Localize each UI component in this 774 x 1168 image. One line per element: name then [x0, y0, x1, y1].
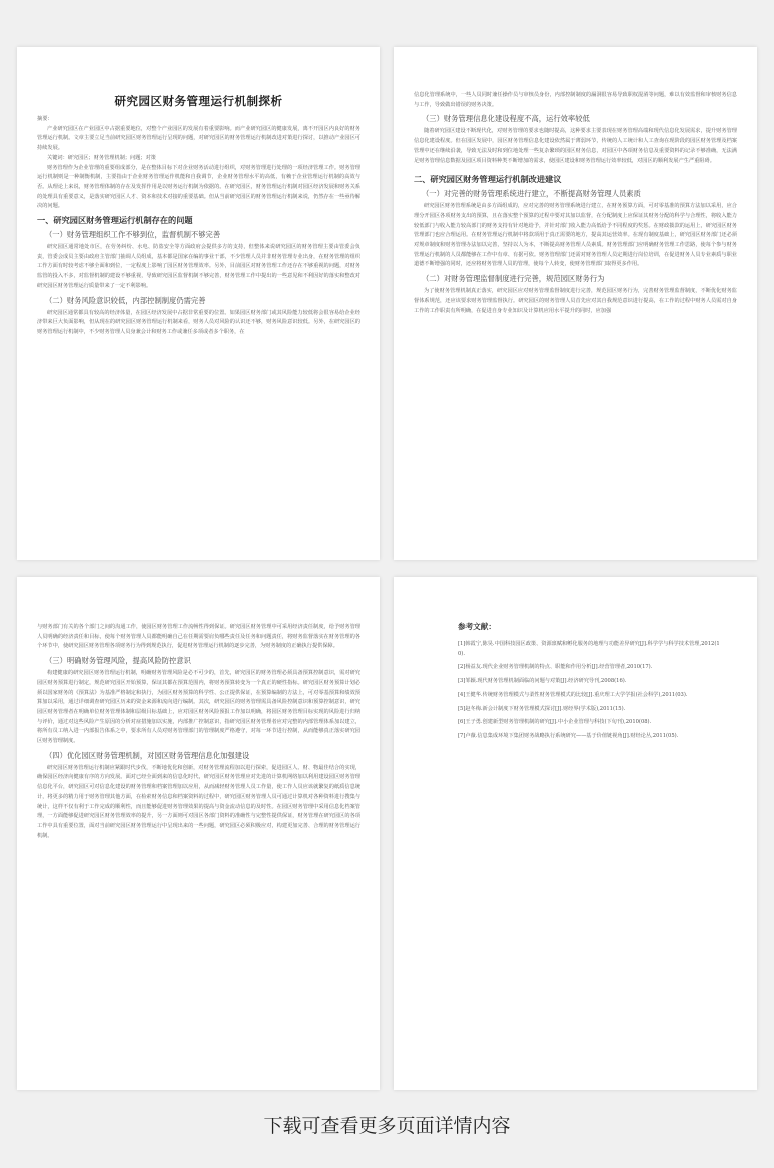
body-paragraph: 随着研究园区建设不断现代化，对财务管理的要求也随时提高，这种要求主要表现在财务管理高端和现代信息化发展需求，提升财务管理信息化建设程度。但在园区发展中，园区财务管理信息化建设依然属于薄弱环节，传统的人工统计和人工查询在现阶段的园区财务管理及档案管理中还在继续沿袭，导致无法及时和到位地处理一些复杂繁琐的园区财务信息，对园区中各项财务信息及重要资料的记录不够准确，无法满足财务管理信息数据及园区项目资料种类不断增加的需求，使园区建设和财务管理运行效率较低，对园区的顺利发展产生严重阻碍。	[414, 128, 737, 164]
abstract-label: 摘要：	[37, 116, 53, 122]
body-paragraph: 与财务部门有关的各个部门之间的沟通工作，使园区财务管理工作流畅性得到保证。研究园区财务管理中可采用经济责任制度，给予财务管理人员明确的经济责任和目标，使每个财务管理人员都能明确自己在任期需要肩负哪些责任及任务和问题责任，将财务监督落实在财务管理的各个环节中，使研究园区财务管理各项财务行为得到规范执行，促进财务管理运行机制的逐步完善，为财务制度的正确执行提供保障。	[37, 624, 360, 650]
body-paragraph: 研究园区财务管理运行机制应紧跟时代步伐，不断地优化和创新，对财务管理流程加以进行探索，促进园区人、财、物最佳结合的实现，确保园区经济向健康有序的方向发展。面对已经全面到来的信息化时代，研究园区财务管理应对先进的计算机网络加以利用建设园区财务管理信息化平台，研究园区可对信息化建设的财务管理和档案管理加以应用，从而减轻财务管理人员工作量，使工作人员应该就繁复的纸质信息统计，将更多的精力用于财务管理其他方面，在检索财务信息和档案资料的过程中，研究园区财务管理人员可通过计算机对各种资料进行搜集与统计，这样不仅有利于工作完成的顺利性，而且能够促进财务管理效果的提高与资金流动信息的及时性。在园区财务管理中采用信息化档案管理，一方面能够促进研究园区财务管理效率的提升，另一方面则可对园区各部门资料的准确性与完整性提供保证，财务管理在研究园区的各项工作中具有重要位置，面对当前研究园区财务管理运行中呈现出来的一些问题，研究园区必须积极应对，构建更加完善、合理的财务管理运行机制。	[37, 764, 360, 839]
download-more-prompt[interactable]: 下载可查看更多页面详情内容	[263, 1115, 511, 1137]
subsection-heading: （一）财务管理组织工作不够到位，监督机制不够完善	[45, 230, 221, 240]
reference-item: [2]杨益友.现代企业财务管理机制的特点、职能和作用分析[J].经营管理者,2010(17).	[458, 664, 653, 671]
references-title: 参考文献：	[458, 622, 496, 631]
subsection-heading: （四）优化园区财务管理机制，对园区财务管理信息化加强建设	[45, 750, 250, 760]
reference-item: [7]卢薇.信息集成环境下集团财务战略执行系统研究——基于价值链视角[J].财经论丛,2011(05).	[458, 732, 679, 739]
section-heading: 一、研究园区财务管理运行机制存在的问题	[37, 215, 193, 226]
keywords: 关键词：研究园区；财务管理机制；问题；对策	[47, 154, 156, 161]
abstract-text: 产业研究园区在产业园区中占据重要地位，对整个产业园区的发展有着重要影响。而产业研究园区的健康发展，离不开园区内良好的财务管理运行机制。文章主要立足当前研究园区财务管理运行呈现的问题，对研究园区的财务管理运行机制改进对策进行探讨，以推动产业园区可持续发展。	[37, 125, 360, 152]
body-paragraph: 构建健康的研究园区财务管理运行机制，明确财务管理风险是必不可少的，首先，研究园区的财务管理必须具备预算控制意识，需对研究园区财务预算进行制定，规范研究园区开始预算，保证其都在预算范围内，将财务预算转变为一个真正的硬性指标。研究园区财务预算计划必须以国家财务的《预算法》为基准严格制定和执行，为园区财务预算的科学性、公正提供保证，在预算编制的方法上，可对零基预算和绩效预算加以采用，通过详细调查研究园区历来的资金来源和流向进行编制。其次，研究园区的财务管理需具备风险控制意识和预算控制意识，研究园区财务管理者在明确单位财务管理体制和层级目标基础上，应对园区财务风险预报工作加以明确，将园区财务管理目标实现的风险进行归纳与评价，通过对这些风险产生原因的分析对症措施加以实施，内部推广控制意识，指研究园区财务管理者应对完整的内部管理体系加以建立，将所有员工纳入进一内部报告体系之中，要求所有人员对财务管理部门的管理制度严格遵守，对每一环节进行控制，从而能够真正落实研究园区财务管理制度。	[37, 670, 360, 745]
document-page-2	[394, 47, 757, 560]
document-page-4	[394, 577, 757, 1090]
reference-item: [3]邹颖.现代财务管理机制面临的问题与对策[J].经济研究导刊,2008(16).	[458, 678, 627, 685]
body-paragraph: 为了使财务管理机制真正落实，研究园区应对财务管理监督制度进行完善，规范园区财务行为，完善财务管理监督制度，不断优化财务监督体系规范，还应该要求财务管理监督执行。研究园区的财务管理人员首先应对其自我规范意识进行提高，在工作的过程中财务人员需对自身工作的工作职责有所明确，在促进自身专业知识及计算机应用水平提升的同时，应加强	[414, 288, 737, 314]
reference-item: [6]王子勇.创建新型财务管理机制的研究[J].中小企业管理与科技(下旬刊),2010(08).	[458, 719, 652, 726]
subsection-heading: （三）财务管理信息化建设程度不高，运行效率较低	[422, 114, 590, 124]
document-page-1	[17, 47, 380, 560]
subsection-heading: （二）财务风险意识较低，内部控制制度仍需完善	[45, 295, 206, 305]
subsection-heading: （一）对完善的财务管理系统进行建立，不断提高财务管理人员素质	[422, 189, 641, 199]
paper-title: 研究园区财务管理运行机制探析	[114, 94, 283, 108]
subsection-heading: （三）明确财务管理风险，提高风险防控意识	[45, 656, 191, 666]
intro-paragraph: 财务管理作为企业管理的重要组成部分，是在整体目标下对企业财务活动进行组织，对财务管理进行处理的一项经济管理工作。财务管理运行机制则是一种制衡机制，主要指由于企业财务管理运作机能和自我调节，企业财务管理水平的高低，有赖于企业管理运行机制的高效与否。从理论上来说，财务管理体制的存在及发挥作用是以财务运行机制为依据的。在研究园区，财务管理运行机制对园区经济发展和财务关系的处理具有重要意义，是落实研究园区人才、资本和技术对接的重要基础。但从当前研究园区的财务管理运行机制来说，仍然存在一些亟待解决的问题。	[37, 164, 360, 210]
body-paragraph: 信息化管理系统中，一些人员同时兼任操作员与审核员身份，内部控制制度的漏洞很容易导致职权混淆等问题，难以有效监督和审核财务信息与工作，导致做出错误的财务决策。	[414, 92, 737, 108]
section-heading: 二、研究园区财务管理运行机制改进建议	[414, 174, 562, 185]
reference-item: [1]韩霞宁,陈昊.中国科技园区政策、资源禀赋和孵化服务的地理与功能差异研究[J].科学学与科学技术管理,2012(10).	[458, 641, 720, 657]
body-paragraph: 研究园区通常地处市区，在劳务纠纷、水电、防盗安全等方面政府会提供多方的支持，但整体来说研究园区的财务管理主要由管委会负责，管委会成员主要由政府主管部门抽调人员组成，基本都是国家在编的事业干部，不少管理人员并非财务管理专业出身，在财务管理的组织工作方面有时较考虑不够全面和到位，一定程度上影响了园区财务管理效率。另外，目前园区对财务管理工作还存在不够重视的问题，对财务监管的投入不多，对监督机制的建设不够重视，导致研究园区监督机制不够完善，财务管理工作中提出的一些意见和不利因好的落实和整改对研究园区财务管理运行质量带来了一定不利影响。	[37, 244, 360, 289]
subsection-heading: （二）对财务管理监督制度进行完善，规范园区财务行为	[422, 274, 605, 284]
body-paragraph: 研究园区财务管理系统是由多方面组成的，应对完善的财务管理系统进行建立，在财务预算方面，可对零基准的预算方法加以采用，应合理分开园区各项财务支出的预算，且在落实整个预算的过程中要对其加以监督，在分配制度上应保证其财务分配的科学与合理性，将收入能力较低部门与收入能力较高部门的财务支持有针对地给予，并针对部门收入能力高低给予不同程度的奖惩。在财政拨款的运用上，研究园区财务管理部门也应合理运用。在财务管理运行机制中将款项用于真正需要的地方，提高其运营效率。在现有制度基础上，研究园区财务部门还必须对规章制度和财务管理办法加以完善，坚持以人为本，不断提高财务管理人员素质。财务管理部门应明确财务管理工作思路，使每个参与财务管理运行机制的人员都能够在工作中有章、有据可依。财务管理部门还需对财务管理人员定期进行岗位培训，在促进财务人员专业素质与职业道德不断增强的同时，还应将财务管理人员的管理，使每个人转变，使财务管理部门取得更多作用。	[414, 203, 737, 268]
reference-item: [5]赵冬梅.新会计制度下财务管理模式探讨[J].财经界(学术版),2011(15).	[458, 705, 626, 712]
reference-item: [4]王健华.传统财务管理模式与柔性财务管理模式的比较[J].重庆理工大学学报(社会科学),2011(03).	[458, 691, 688, 698]
body-paragraph: 研究园区通常都具有较高的经济体量，在园区经济发展中占据非常重要的位置。如果园区财务部门或其风险能力较低将会很容易给企业经济带来巨大负面影响，但从现在的研究园区财务管理运行机制来看，财务人员对风险的认识还不够，财务风险意识较低。另外，在研究园区的财务管理运行机制中，不少财务管理人员身兼会计和财务工作或兼任多项或者多个职务，在	[37, 309, 360, 335]
document-page-3	[17, 577, 380, 1090]
